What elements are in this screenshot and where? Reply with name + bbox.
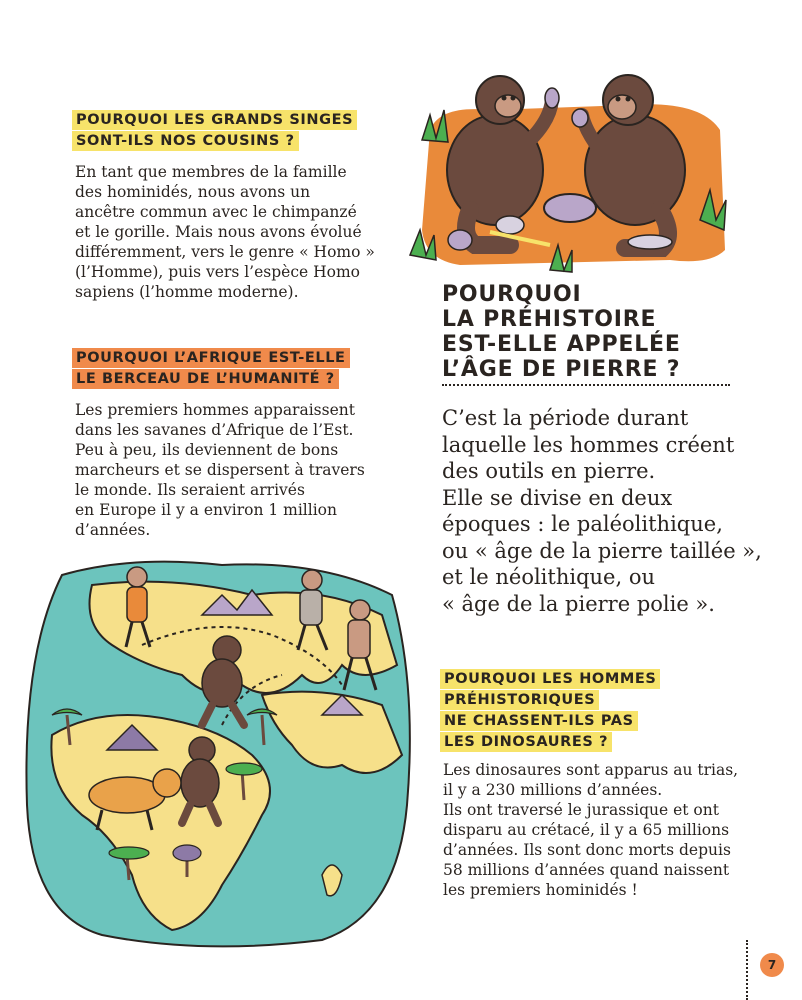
section3-body-line: et le néolithique, ou: [442, 565, 655, 589]
section4-title: [440, 669, 660, 753]
stone: [448, 230, 472, 250]
section1-title-line: POURQUOI LES GRANDS SINGES: [72, 110, 357, 130]
section4-title-line: LES DINOSAURES ?: [440, 732, 612, 752]
apes-illustration: [400, 60, 740, 280]
section2-title-line: LE BERCEAU DE L’HUMANITÉ ?: [72, 369, 339, 389]
section1-body-line: des hominidés, nous avons un: [75, 183, 311, 201]
page-number: 7: [760, 953, 784, 977]
section1-body-line: différemment, vers le genre « Homo »: [75, 243, 375, 261]
section4-body-line: les premiers hominidés !: [443, 881, 638, 899]
section2-body-line: Les premiers hommes apparaissent: [75, 401, 355, 419]
section3-body-line: « âge de la pierre polie ».: [442, 591, 715, 616]
section3-body-line: laquelle les hommes créent: [442, 432, 735, 457]
section4-title-line: PRÉHISTORIQUES: [440, 690, 599, 710]
section2-title-line: POURQUOI L’AFRIQUE EST-ELLE: [72, 348, 350, 368]
section2-body-line: dans les savanes d’Afrique de l’Est.: [75, 421, 354, 439]
section3-body-line: Elle se divise en deux: [442, 485, 673, 510]
section1-body-line: En tant que membres de la famille: [75, 163, 347, 181]
section3-body-line: époques : le paléolithique,: [442, 512, 723, 536]
section2-body-line: marcheurs et se dispersent à travers: [75, 461, 365, 479]
section2-body: [75, 400, 365, 540]
section4-title-line: POURQUOI LES HOMMES: [440, 669, 660, 689]
section3-title-line: L’ÂGE DE PIERRE ?: [442, 357, 681, 382]
section3-body-line: des outils en pierre.: [442, 459, 656, 483]
section4-body-line: Les dinosaures sont apparus au trias,: [443, 761, 739, 779]
section4-body-line: d’années. Ils sont donc morts depuis: [443, 841, 731, 859]
section1-body: [75, 162, 375, 302]
section4-title-line: NE CHASSENT-ILS PAS: [440, 711, 638, 731]
section2-body-line: Peu à peu, ils deviennent de bons: [75, 441, 339, 459]
section3-body-line: ou « âge de la pierre taillée »,: [442, 538, 762, 563]
migration-map: [22, 555, 414, 950]
section1-body-line: et le gorille. Mais nous avons évolué: [75, 223, 362, 241]
section2-body-line: d’années.: [75, 521, 151, 539]
section2-title: [72, 348, 350, 390]
dotted-divider: [442, 384, 730, 386]
section1-body-line: ancêtre commun avec le chimpanzé: [75, 203, 357, 221]
section4-body-line: 58 millions d’années quand naissent: [443, 861, 730, 879]
section3-title: [442, 282, 681, 382]
section3-title-line: POURQUOI: [442, 282, 582, 307]
section3-body: [442, 405, 762, 617]
section1-title: [72, 110, 357, 152]
section1-body-line: sapiens (l’homme moderne).: [75, 283, 299, 301]
stone: [544, 194, 596, 222]
section1-title-line: SONT-ILS NOS COUSINS ?: [72, 131, 299, 151]
section4-body-line: Ils ont traversé le jurassique et ont: [443, 801, 719, 819]
section3-body-line: C’est la période durant: [442, 406, 689, 430]
section2-body-line: en Europe il y a environ 1 million: [75, 501, 337, 519]
section1-body-line: (l’Homme), puis vers l’espèce Homo: [75, 263, 360, 281]
page-number-rule: [746, 940, 748, 1000]
stone: [496, 216, 524, 234]
section4-body: [443, 760, 738, 900]
section2-body-line: le monde. Ils seraient arrivés: [75, 481, 305, 499]
section3-title-line: LA PRÉHISTOIRE: [442, 307, 657, 332]
stone: [628, 235, 672, 249]
section4-body-line: il y a 230 millions d’années.: [443, 781, 663, 799]
section3-title-line: EST-ELLE APPELÉE: [442, 332, 681, 357]
section4-body-line: disparu au crétacé, il y a 65 millions: [443, 821, 730, 839]
